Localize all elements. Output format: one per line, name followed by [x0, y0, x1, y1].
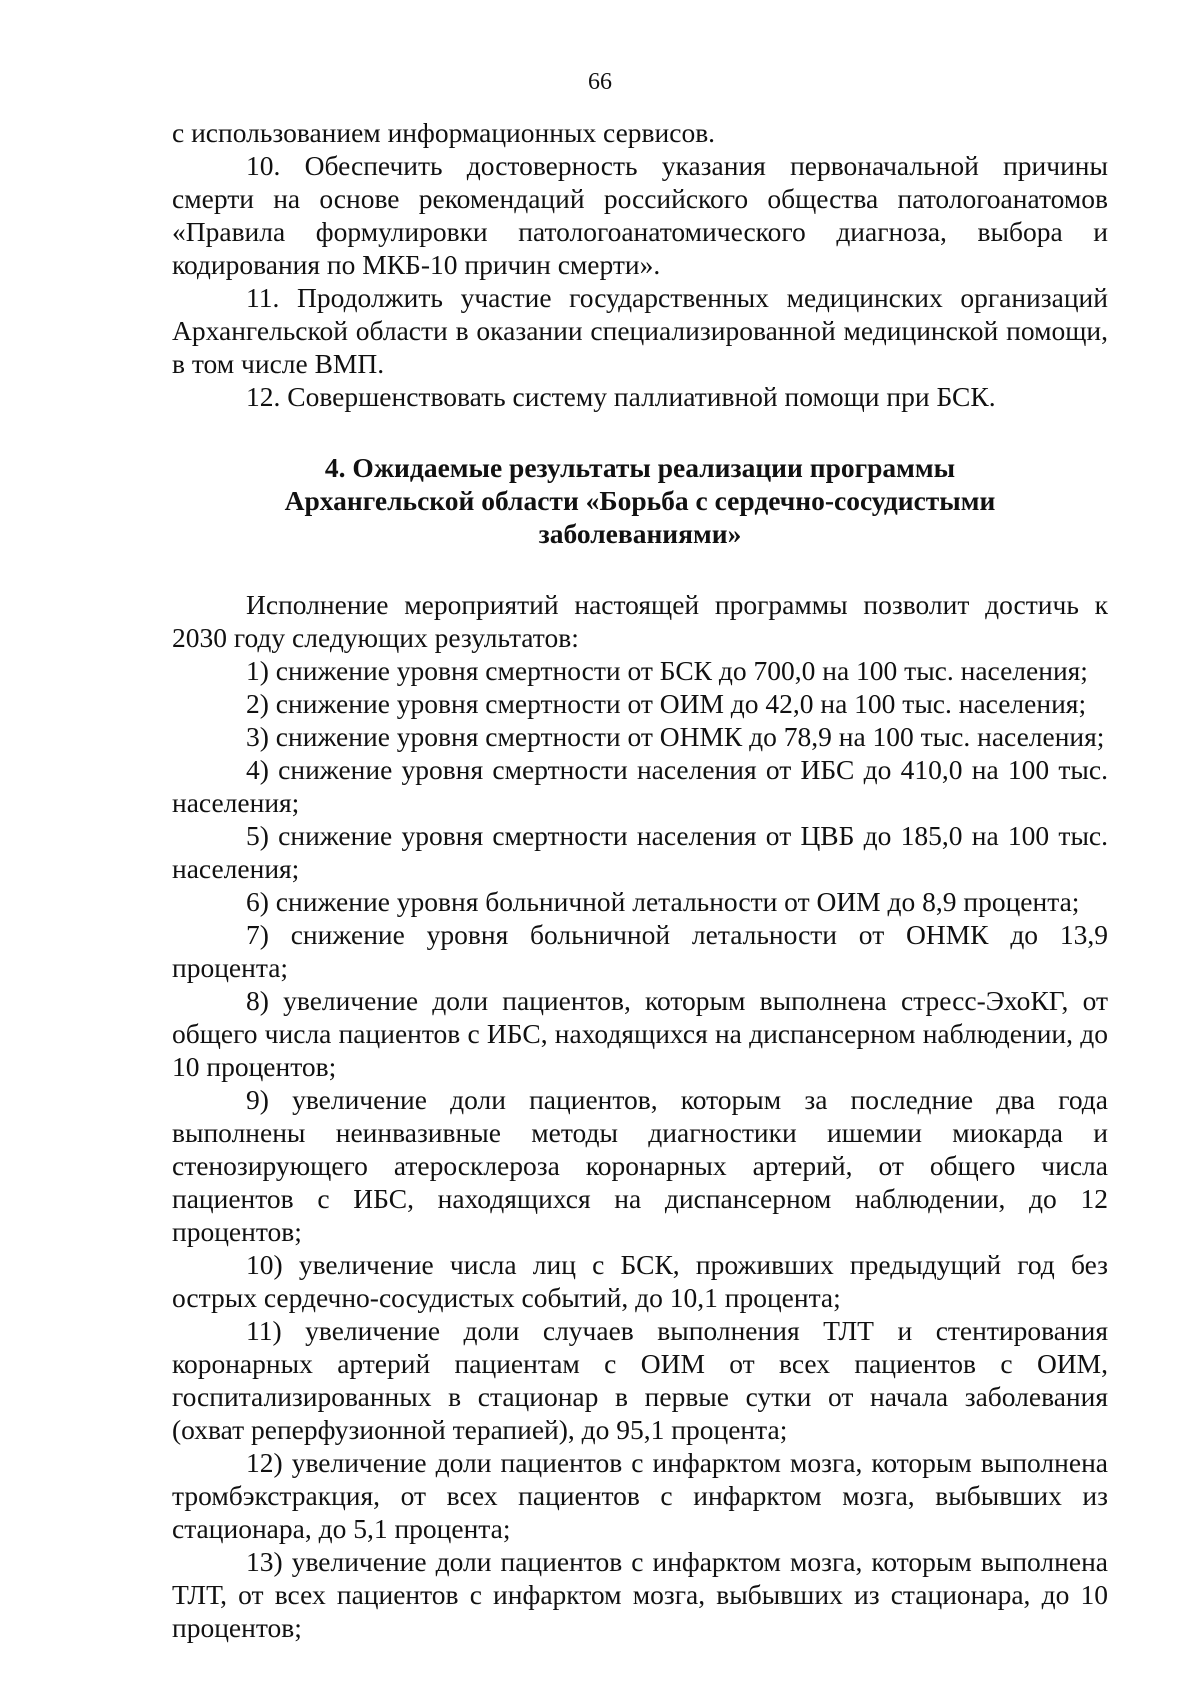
result-item-13: 13) увеличение доли пациентов с инфарктом мозга, которым выполнена ТЛТ, от всех пациентов с инфарктом мозга, выбывших из стационара, до 10 процентов;: [172, 1546, 1108, 1643]
task-item-12: 12. Совершенствовать систему паллиативной помощи при БСК.: [246, 381, 996, 412]
section-heading-line: 4. Ожидаемые результаты реализации программы: [324, 452, 956, 483]
task-item-11: 11. Продолжить участие государственных медицинских организаций Архангельской области в оказании специализированной медицинской помощи, в том числе ВМП.: [172, 282, 1108, 379]
result-item-10: 10) увеличение числа лиц с БСК, проживших предыдущий год без острых сердечно-сосудистых событий, до 10,1 процента;: [172, 1249, 1108, 1313]
page-number: 66: [588, 69, 612, 95]
result-item-9: 9) увеличение доли пациентов, которым за последние два года выполнены неинвазивные методы диагностики ишемии миокарда и стенозирующего атеросклероза коронарных артерий, от общего числа пациентов с ИБС, находящихся на диспансерном наблюдении, до 12 процентов;: [172, 1084, 1108, 1247]
lead-paragraph: Исполнение мероприятий настоящей программы позволит достичь к 2030 году следующих результатов:: [172, 589, 1108, 653]
task-item-10: 10. Обеспечить достоверность указания первоначальной причины смерти на основе рекомендаций российского общества патологоанатомов «Правила формулировки патологоанатомического диагноза, выбора и кодирования по МКБ-10 причин смерти».: [172, 150, 1108, 280]
result-item-4: 4) снижение уровня смертности населения от ИБС до 410,0 на 100 тыс. населения;: [172, 754, 1108, 818]
result-item-5: 5) снижение уровня смертности населения от ЦВБ до 185,0 на 100 тыс. населения;: [172, 820, 1108, 884]
section-spacer: [172, 550, 1108, 588]
paragraph-intro-continuation: с использованием информационных сервисов.: [172, 117, 716, 148]
result-item-3: 3) снижение уровня смертности от ОНМК до 78,9 на 100 тыс. населения;: [246, 721, 1105, 752]
result-item-1: 1) снижение уровня смертности от БСК до 700,0 на 100 тыс. населения;: [246, 655, 1088, 686]
result-item-6: 6) снижение уровня больничной летальности от ОИМ до 8,9 процента;: [246, 886, 1080, 917]
result-item-12: 12) увеличение доли пациентов с инфарктом мозга, которым выполнена тромбэкстракция, от всех пациентов с инфарктом мозга, выбывших из стационара, до 5,1 процента;: [172, 1447, 1108, 1544]
section-heading-line: Архангельской области «Борьба с сердечно-сосудистыми: [284, 485, 996, 516]
result-item-7: 7) снижение уровня больничной летальности от ОНМК до 13,9 процента;: [172, 919, 1108, 983]
section-heading-line: заболеваниями»: [538, 518, 742, 549]
section-heading: [172, 451, 1108, 550]
result-item-11: 11) увеличение доли случаев выполнения ТЛТ и стентирования коронарных артерий пациентам с ОИМ от всех пациентов с ОИМ, госпитализированных в стационар в первые сутки от начала заболевания (охват реперфузионной терапией), до 95,1 процента;: [172, 1315, 1108, 1445]
document-body: [172, 116, 1108, 1644]
result-item-2: 2) снижение уровня смертности от ОИМ до 42,0 на 100 тыс. населения;: [246, 688, 1087, 719]
result-item-8: 8) увеличение доли пациентов, которым выполнена стресс-ЭхоКГ, от общего числа пациентов с ИБС, находящихся на диспансерном наблюдении, до 10 процентов;: [172, 985, 1108, 1082]
